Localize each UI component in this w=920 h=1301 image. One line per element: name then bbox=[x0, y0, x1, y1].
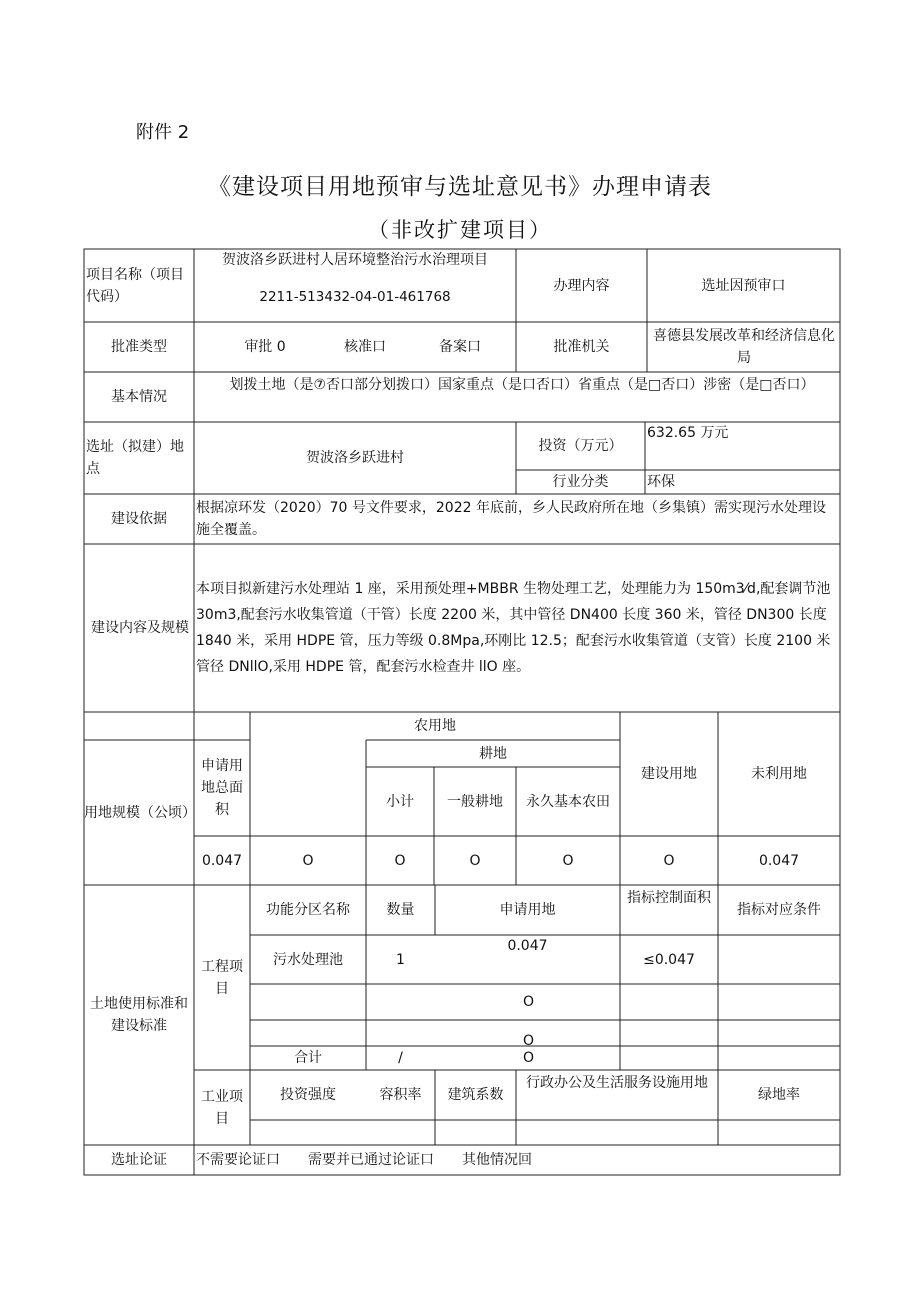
basis-label: 建设依据 bbox=[111, 511, 167, 527]
engineering-project-label: 工程项目 bbox=[201, 958, 243, 997]
basic-info-label: 基本情况 bbox=[111, 389, 167, 405]
scope-value: 本项目拟新建污水处理站 1 座，采用预处理+MBBR 生物处理工艺，处理能力为 150m3⁄d,配套调节池 30m3,配套污水收集管道（干管）长度 2200 米，其中管径 DN400 长度 360 米，管径 DN300 长度 1840 米，采用 HDPE 管，压力等级 0.8Mpa,环刚比 12.5；配套污水收集管道（支管）长度 2100 米管径 DNllO,采用 HDPE 管，配套污水检查井 llO 座。 bbox=[196, 581, 831, 675]
arable-land-label: 耕地 bbox=[479, 745, 507, 762]
row2-apply-area: O bbox=[522, 994, 535, 1010]
sum-label: 合计 bbox=[294, 1050, 322, 1066]
subtotal-value: O bbox=[394, 852, 406, 869]
form-subtitle: （非改扩建项目） bbox=[368, 218, 552, 242]
investment-label: 投资（万元） bbox=[538, 438, 623, 454]
construction-land-value: O bbox=[663, 852, 675, 869]
basic-info-value: 划拨土地（是⑦否口部分划拨口）国家重点（是口否口）省重点（是□否口）涉密（是□否口） bbox=[229, 377, 815, 393]
project-name-label: 项目名称（项目代码） bbox=[86, 267, 184, 305]
permanent-farmland-label: 永久基本农田 bbox=[526, 793, 610, 810]
investment-value: 632.65 万元 bbox=[647, 425, 729, 441]
industry-value: 环保 bbox=[647, 474, 675, 490]
standards-label: 土地使用标准和建设标准 bbox=[90, 996, 188, 1034]
approval-option-approve: 核准口 bbox=[344, 339, 386, 355]
approval-type-label: 批准类型 bbox=[111, 339, 167, 355]
argument-options: 不需要论证口 需要并已通过论证口 其他情况回 bbox=[196, 1152, 532, 1168]
industry-label: 行业分类 bbox=[552, 474, 609, 490]
total-area-value: 0.047 bbox=[201, 852, 243, 869]
condition-label: 指标对应条件 bbox=[737, 902, 821, 918]
authority-value: 喜德县发展改革和经济信息化局 bbox=[653, 328, 835, 366]
industrial-project-label: 工业项目 bbox=[201, 1088, 243, 1127]
form-title: 《建设项目用地预审与选址意见书》办理申请表 bbox=[208, 174, 712, 200]
permanent-farmland-value: O bbox=[562, 852, 574, 869]
land-scale-label: 用地规模（公顷） bbox=[84, 804, 196, 821]
green-ratio-label: 绿地率 bbox=[758, 1087, 800, 1103]
general-arable-value: O bbox=[469, 852, 481, 869]
apply-land-label: 申请用地 bbox=[499, 902, 556, 918]
investment-intensity-label: 投资强度 bbox=[280, 1087, 336, 1103]
function-zone-name: 污水处理池 bbox=[273, 951, 343, 968]
project-code-value: 2211-513432-04-01-461768 bbox=[259, 289, 451, 305]
approval-option-review: 审批 0 bbox=[244, 339, 286, 355]
general-arable-label: 一般耕地 bbox=[447, 793, 503, 810]
construction-land-label: 建设用地 bbox=[641, 766, 697, 782]
unused-land-label: 未利用地 bbox=[751, 766, 807, 782]
total-area-label: 申请用地总面积 bbox=[201, 758, 243, 818]
function-zone-quantity: 1 bbox=[396, 951, 405, 968]
unused-land-value: 0.047 bbox=[758, 852, 800, 869]
office-land-label: 行政办公及生活服务设施用地 bbox=[526, 1075, 708, 1091]
floor-area-ratio-label: 容积率 bbox=[379, 1087, 422, 1103]
row3-apply-area: O bbox=[522, 1033, 535, 1049]
agri-land-value: O bbox=[302, 852, 314, 869]
annex-label: 附件 2 bbox=[136, 122, 190, 143]
agri-land-label: 农用地 bbox=[414, 718, 456, 734]
project-name-value: 贺波洛乡跃进村人居环境整治污水治理项目 bbox=[222, 252, 488, 268]
argument-label: 选址论证 bbox=[111, 1152, 167, 1168]
site-value: 贺波洛乡跃进村 bbox=[306, 450, 404, 466]
function-zone-apply-area: 0.047 bbox=[507, 938, 548, 954]
building-coverage-label: 建筑系数 bbox=[447, 1087, 504, 1103]
sum-quantity: / bbox=[398, 1050, 403, 1066]
scope-label: 建设内容及规模 bbox=[91, 620, 189, 636]
content-label: 办理内容 bbox=[553, 277, 610, 294]
quantity-label: 数量 bbox=[386, 902, 415, 918]
function-zone-label: 功能分区名称 bbox=[266, 902, 350, 918]
limit-area-label: 指标控制面积 bbox=[627, 890, 711, 906]
subtotal-label: 小计 bbox=[386, 793, 414, 810]
authority-label: 批准机关 bbox=[553, 339, 610, 355]
sum-apply-area: O bbox=[522, 1050, 535, 1066]
basis-value: 根据凉环发（2020）70 号文件要求，2022 年底前，乡人民政府所在地（乡集镇）需实现污水处理设施全覆盖。 bbox=[196, 500, 826, 538]
site-label: 选址（拟建）地点 bbox=[86, 439, 184, 477]
content-value: 选址因预审口 bbox=[701, 277, 786, 294]
function-zone-limit: ≤0.047 bbox=[643, 951, 695, 968]
approval-option-record: 备案口 bbox=[439, 339, 481, 355]
